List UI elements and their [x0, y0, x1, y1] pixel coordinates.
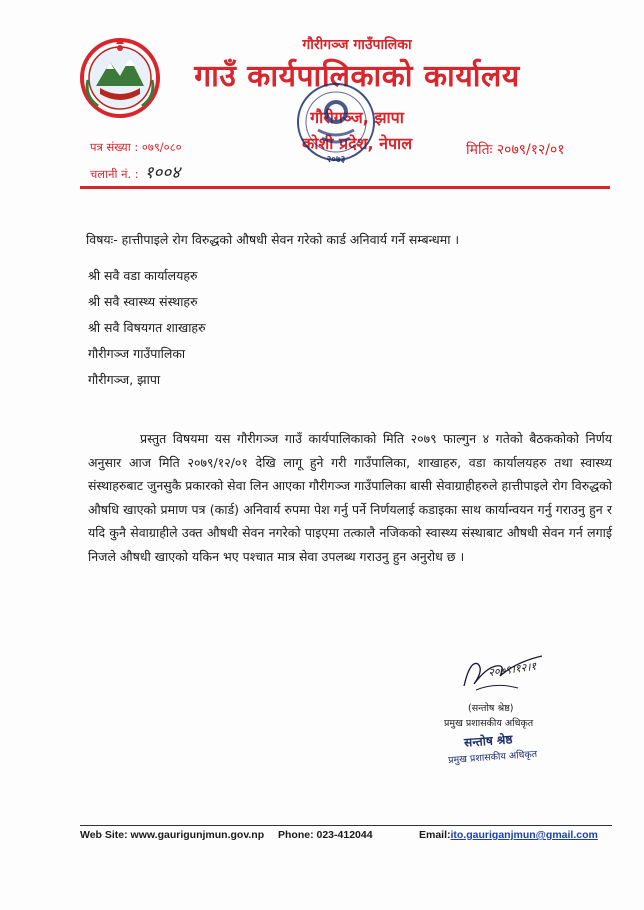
footer-email-label: Email: [419, 829, 451, 841]
recipient-line: श्री सवै विषयगत शाखाहरु [88, 320, 206, 335]
recipient-line: गौरीगञ्ज, झापा [88, 372, 161, 387]
municipality-name: गौरीगञ्ज गाउँपालिका [302, 37, 412, 53]
letter-body-text: प्रस्तुत विषयमा यस गौरीगञ्ज गाउँ कार्यपालिकाको मिति २०७९ फाल्गुन ४ गतेको बैठककोको निर्णय अनुसार आज मिति २०७९/१२/०१ देखि लागू हुने गरी गाउँपालिका, शाखाहरु, वडा कार्यालयहरु तथा स्वास्थ्य संस्थाहरुबाट जुनसुकै प्रकारको सेवा लिन आएका गौरीगञ्ज गाउँपालिका बासी सेवाग्राहीहरुले हात्तीपाइले रोग विरुद्धको औषधि खाएको प्रमाण पत्र (कार्ड) अनिवार्य रुपमा पेश गर्नु पर्ने निर्णयलाई कडाइका साथ कार्यान्वयन गर्नु गराउनु हुन र यदि कुनै सेवाग्राहीले उक्त औषधी सेवन नगरेको पाइएमा तत्कालै नजिकको स्वास्थ्य संस्थाबाट औषधी सेवन गर्न लगाई निजले औषधी खाएको यकिन भए पश्चात मात्र सेवा उपलब्ध गराउनु हुन अनुरोध छ । [88, 431, 612, 564]
office-title: गाउँ कार्यपालिकाको कार्यालय [194, 59, 520, 94]
chalani-handwritten: १००४ [144, 163, 181, 183]
office-seal-stamp [292, 78, 386, 170]
patra-sankhya: पत्र संख्या : ०७९/०८० [90, 140, 182, 154]
title-stamp: प्रमुख प्रशासकीय अधिकृत [447, 748, 538, 767]
chalani-label: चलानी नं. : [90, 167, 139, 181]
recipient-line: गौरीगञ्ज गाउँपालिका [88, 346, 186, 361]
letter-body [88, 427, 612, 568]
recipient-line: श्री सवै स्वास्थ्य संस्थाहरु [88, 294, 198, 309]
name-stamp: सन्तोष श्रेष्ठ [463, 732, 513, 750]
footer-email [419, 829, 598, 841]
email-link[interactable]: ito.gauriganjmun@gmail.com [450, 829, 598, 841]
province-line: कोशी प्रदेश, नेपाल [301, 134, 413, 153]
recipient-line: श्री सवै वडा कार्यालयहरु [88, 268, 198, 283]
footer-phone: Phone: 023-412044 [278, 829, 373, 841]
signatory-name: (सन्तोष श्रेष्ठ) [468, 703, 514, 714]
chalani-number [90, 160, 180, 183]
letter-date: मितिः २०७९/१२/०१ [466, 142, 565, 158]
header-divider [80, 186, 610, 189]
footer-divider [80, 825, 612, 826]
subject-line: विषयः- हात्तीपाइले रोग विरुद्धको औषधी सेवन गरेको कार्ड अनिवार्य गर्ने सम्बन्धमा । [86, 232, 460, 247]
signature-date: २०७९।१२।१ [487, 659, 538, 680]
svg-text:२०७३: २०७३ [326, 155, 346, 165]
signatory-title: प्रमुख प्रशासकीय अधिकृत [444, 718, 534, 729]
footer-website: Web Site: www.gaurigunjmun.gov.np [80, 829, 265, 841]
district-line: गौरीगञ्ज, झापा [310, 108, 404, 127]
